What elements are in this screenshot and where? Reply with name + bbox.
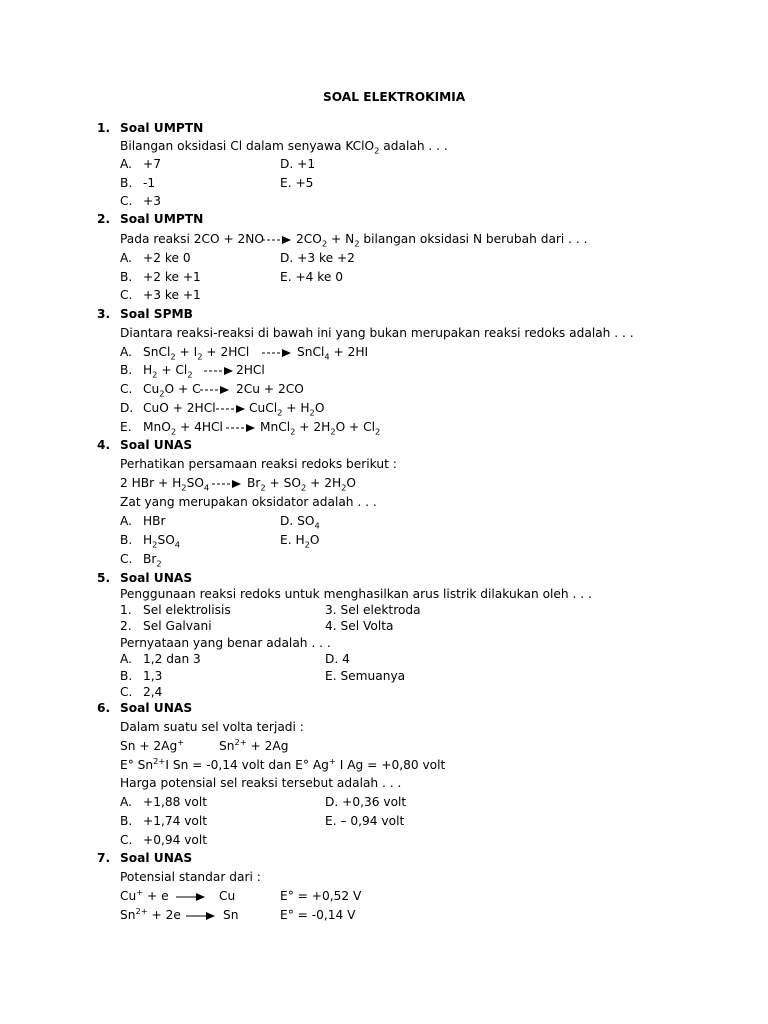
reaction-arrow-icon <box>262 234 292 246</box>
question-number: 3. <box>97 307 111 321</box>
option-c-lhs: $Cu_2O + C$ <box>143 382 201 399</box>
option-a: 1,2 dan 3 <box>143 652 201 666</box>
option-b: +2 ke +1 <box>143 270 201 284</box>
option-label: A. <box>120 157 132 171</box>
question-stem: Diantara reaksi-reaksi di bawah ini yang bukan merupakan reaksi redoks adalah . . . <box>120 326 634 340</box>
question-stem: Potensial standar dari : <box>120 870 261 884</box>
option-e: E. +5 <box>280 176 314 190</box>
reaction-rhs: Sn <box>223 908 239 922</box>
question-stem: Pada reaksi 2CO + 2NO <box>120 232 265 246</box>
option-label: C. <box>120 382 133 396</box>
item: 4. Sel Volta <box>325 619 394 633</box>
option-label: C. <box>120 288 133 302</box>
question-stem: $2CO_2 + N_2$ bilangan oksidasi N berubah dari . . . <box>296 232 588 249</box>
option-label: B. <box>120 176 133 190</box>
option-label: B. <box>120 814 133 828</box>
item: 3. Sel elektroda <box>325 603 421 617</box>
reaction-arrow-icon <box>186 910 216 922</box>
option-b: 1,3 <box>143 669 163 683</box>
option-a: +7 <box>143 157 161 171</box>
item: Sel elektrolisis <box>143 603 231 617</box>
reaction-arrow-icon <box>216 403 246 415</box>
option-label: B. <box>120 669 133 683</box>
option-c: 2,4 <box>143 685 163 699</box>
reaction-arrow-icon <box>176 891 206 903</box>
option-d-lhs: CuO + 2HCl <box>143 401 216 415</box>
option-label: C. <box>120 833 133 847</box>
option-e-rhs: MnCl$_2$ + $2H_2O + Cl_2$ <box>260 420 381 437</box>
option-e: E. $H_2O$ <box>280 533 320 550</box>
reaction-rhs: Cu <box>219 889 236 903</box>
option-d: D. +1 <box>280 157 316 171</box>
option-label: B. <box>120 363 133 377</box>
page-title: SOAL ELEKTROKIMIA <box>323 90 466 104</box>
question-source: Soal UNAS <box>120 701 193 715</box>
option-b-rhs: 2HCl <box>236 363 265 377</box>
option-label: C. <box>120 552 133 566</box>
reaction-rhs: $Br_2 + SO_2 + 2H_2O$ <box>247 476 356 493</box>
option-label: E. <box>120 420 132 434</box>
question-text: Harga potensial sel reaksi tersebut adalah . . . <box>120 776 402 790</box>
question-number: 6. <box>97 701 111 715</box>
option-label: C. <box>120 194 133 208</box>
option-b-lhs: $H_2 + Cl_2$ <box>143 363 193 380</box>
question-number: 2. <box>97 212 111 226</box>
option-label: A. <box>120 652 132 666</box>
option-b: $H_2SO_4$ <box>143 533 181 550</box>
question-source: Soal UMPTN <box>120 212 204 226</box>
option-a: HBr <box>143 514 166 528</box>
option-b: +1,74 volt <box>143 814 208 828</box>
option-c-rhs: 2Cu + 2CO <box>236 382 304 396</box>
question-text: Zat yang merupakan oksidator adalah . . . <box>120 495 377 509</box>
option-e: E. +4 ke 0 <box>280 270 344 284</box>
option-a-rhs: SnCl$_4$ + 2HI <box>297 345 369 362</box>
option-label: B. <box>120 270 133 284</box>
question-number: 7. <box>97 851 111 865</box>
option-label: A. <box>120 514 132 528</box>
question-number: 1. <box>97 121 111 135</box>
reaction-arrow-icon <box>200 384 230 396</box>
standard-potential: E° = -0,14 V <box>280 908 356 922</box>
option-label: B. <box>120 533 133 547</box>
option-c: +3 ke +1 <box>143 288 201 302</box>
reaction-lhs: 2 HBr + $H_2SO_4$ <box>120 476 210 493</box>
option-a: +2 ke 0 <box>143 251 191 265</box>
item-label: 1. <box>120 603 132 617</box>
option-e: E. Semuanya <box>325 669 406 683</box>
reaction-arrow-icon <box>226 422 256 434</box>
question-source: Soal UNAS <box>120 571 193 585</box>
option-d: D. $SO_4$ <box>280 514 320 531</box>
option-d-rhs: CuCl$_2$ + $H_2O$ <box>249 401 325 418</box>
option-e-lhs: MnO$_2$ + 4HCl <box>143 420 223 437</box>
question-number: 5. <box>97 571 111 585</box>
reaction-arrow-icon <box>204 365 234 377</box>
question-stem: Perhatikan persamaan reaksi redoks berikut : <box>120 457 397 471</box>
item: Sel Galvani <box>143 619 212 633</box>
question-number: 4. <box>97 438 111 452</box>
option-label: A. <box>120 795 132 809</box>
question-stem: Bilangan oksidasi Cl dalam senyawa KClO$_2$ adalah . . . <box>120 139 448 156</box>
option-label: A. <box>120 345 132 359</box>
question-stem: Penggunaan reaksi redoks untuk menghasilkan arus listrik dilakukan oleh . . . <box>120 587 592 601</box>
option-d: D. +3 ke +2 <box>280 251 355 265</box>
question-text: Pernyataan yang benar adalah . . . <box>120 636 331 650</box>
option-a-lhs: SnCl$_2$ + $I_2 + 2HCl$ <box>143 345 250 362</box>
reaction-rhs: $Sn^{2+} + 2Ag$ <box>219 736 289 753</box>
option-c: +0,94 volt <box>143 833 208 847</box>
reaction-arrow-icon <box>212 478 242 490</box>
reaction-lhs: Cu+ + e <box>120 886 169 903</box>
potential-data: E° $Sn^{2+}I$ Sn = -0,14 volt dan E° Ag+ I Ag = +0,80 volt <box>120 755 446 772</box>
option-label: A. <box>120 251 132 265</box>
option-label: C. <box>120 685 133 699</box>
option-d: D. 4 <box>325 652 350 666</box>
reaction-lhs: Sn + 2Ag+ <box>120 736 185 753</box>
option-c: +3 <box>143 194 161 208</box>
reaction-lhs: $Sn^{2+} + 2e$ <box>120 905 181 922</box>
option-d: D. +0,36 volt <box>325 795 407 809</box>
option-a: +1,88 volt <box>143 795 208 809</box>
question-source: Soal UNAS <box>120 438 193 452</box>
item-label: 2. <box>120 619 132 633</box>
option-c: $Br_2$ <box>143 552 162 569</box>
option-label: D. <box>120 401 134 415</box>
option-e: E. – 0,94 volt <box>325 814 405 828</box>
option-b: -1 <box>143 176 156 190</box>
reaction-arrow-icon <box>262 347 292 359</box>
question-stem: Dalam suatu sel volta terjadi : <box>120 720 304 734</box>
question-source: Soal SPMB <box>120 307 193 321</box>
question-source: Soal UMPTN <box>120 121 204 135</box>
standard-potential: E° = +0,52 V <box>280 889 362 903</box>
question-source: Soal UNAS <box>120 851 193 865</box>
